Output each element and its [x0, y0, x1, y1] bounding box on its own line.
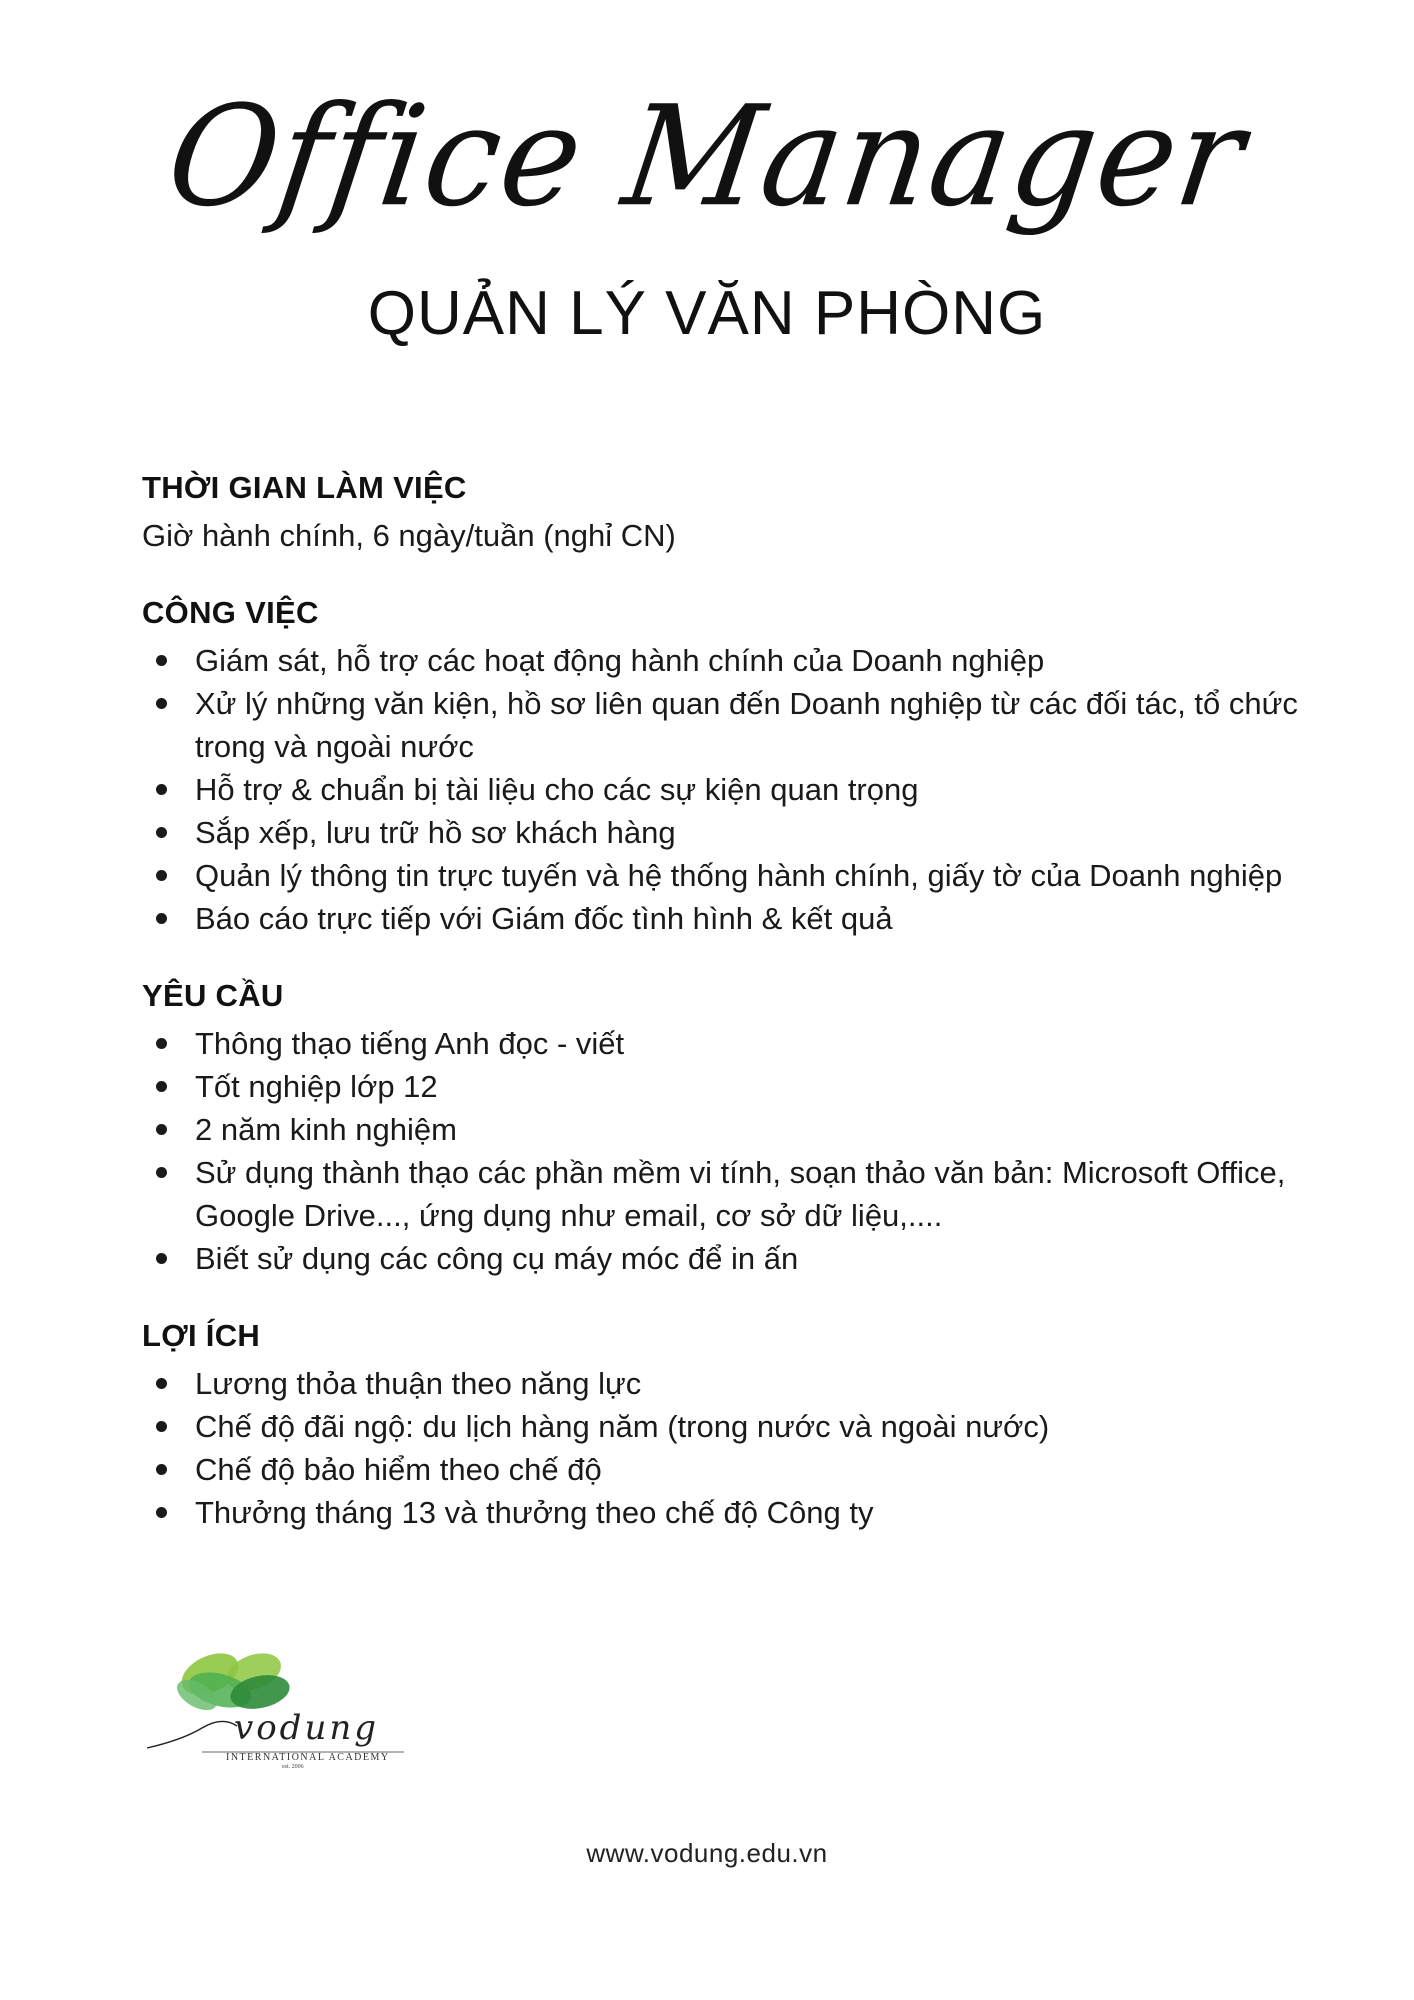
bullet-icon	[156, 1124, 167, 1135]
list-item: Biết sử dụng các công cụ máy móc để in ấn	[142, 1237, 1302, 1280]
logo-est: est. 2006	[282, 1764, 304, 1770]
bullet-icon	[156, 1167, 167, 1178]
bullet-icon	[156, 1507, 167, 1518]
list-item: Chế độ đãi ngộ: du lịch hàng năm (trong nước và ngoài nước)	[142, 1405, 1302, 1448]
bullet-icon	[156, 1038, 167, 1049]
list-item: Hỗ trợ & chuẩn bị tài liệu cho các sự kiện quan trọng	[142, 768, 1302, 811]
section-text: Giờ hành chính, 6 ngày/tuần (nghỉ CN)	[142, 518, 676, 553]
section-heading: THỜI GIAN LÀM VIỆC	[142, 470, 467, 505]
section-heading: YÊU CẦU	[142, 978, 284, 1013]
list-item: Chế độ bảo hiểm theo chế độ	[142, 1448, 1302, 1491]
bullet-icon	[156, 1253, 167, 1264]
list-item: Lương thỏa thuận theo năng lực	[142, 1362, 1302, 1405]
page-title: QUẢN LÝ VĂN PHÒNG	[367, 279, 1047, 348]
list-item: Thưởng tháng 13 và thưởng theo chế độ Công ty	[142, 1491, 1302, 1534]
section-working-time	[142, 470, 1302, 557]
bullet-icon	[156, 1464, 167, 1475]
logo-wordmark: vodung	[234, 1708, 380, 1748]
bullet-icon	[156, 655, 167, 666]
bullet-icon	[156, 870, 167, 881]
list-item: Sử dụng thành thạo các phần mềm vi tính, soạn thảo văn bản: Microsoft Office, Google Drive..., ứng dụng như email, cơ sở dữ liệu,....	[142, 1151, 1302, 1237]
list-item: Quản lý thông tin trực tuyến và hệ thống hành chính, giấy tờ của Doanh nghiệp	[142, 854, 1302, 897]
leaf-logo-icon	[142, 1640, 418, 1770]
section-requirements	[142, 978, 1302, 1280]
bullet-icon	[156, 913, 167, 924]
logo-tagline: INTERNATIONAL ACADEMY	[226, 1752, 390, 1763]
list-item: Tốt nghiệp lớp 12	[142, 1065, 1302, 1108]
footer-url: www.vodung.edu.vn	[586, 1838, 828, 1868]
bullet-list	[142, 1362, 1302, 1534]
script-title-text: Office Manager	[158, 76, 1256, 238]
script-title	[0, 76, 1414, 310]
bullet-icon	[156, 1421, 167, 1432]
bullet-icon	[156, 784, 167, 795]
list-item: Giám sát, hỗ trợ các hoạt động hành chính của Doanh nghiệp	[142, 639, 1302, 682]
list-item: 2 năm kinh nghiệm	[142, 1108, 1302, 1151]
section-heading: CÔNG VIỆC	[142, 595, 319, 630]
section-heading: LỢI ÍCH	[142, 1318, 261, 1353]
section-benefits	[142, 1318, 1302, 1534]
bullet-icon	[156, 1378, 167, 1389]
list-item: Báo cáo trực tiếp với Giám đốc tình hình & kết quả	[142, 897, 1302, 940]
bullet-icon	[156, 827, 167, 838]
vodung-logo	[142, 1640, 418, 1770]
bullet-icon	[156, 1081, 167, 1092]
bullet-list	[142, 639, 1302, 940]
job-description	[142, 470, 1302, 1572]
list-item: Thông thạo tiếng Anh đọc - viết	[142, 1022, 1302, 1065]
list-item: Xử lý những văn kiện, hồ sơ liên quan đến Doanh nghiệp từ các đối tác, tổ chức trong và ngoài nước	[142, 682, 1302, 768]
list-item: Sắp xếp, lưu trữ hồ sơ khách hàng	[142, 811, 1302, 854]
bullet-icon	[156, 698, 167, 709]
section-duties	[142, 595, 1302, 940]
bullet-list	[142, 1022, 1302, 1280]
